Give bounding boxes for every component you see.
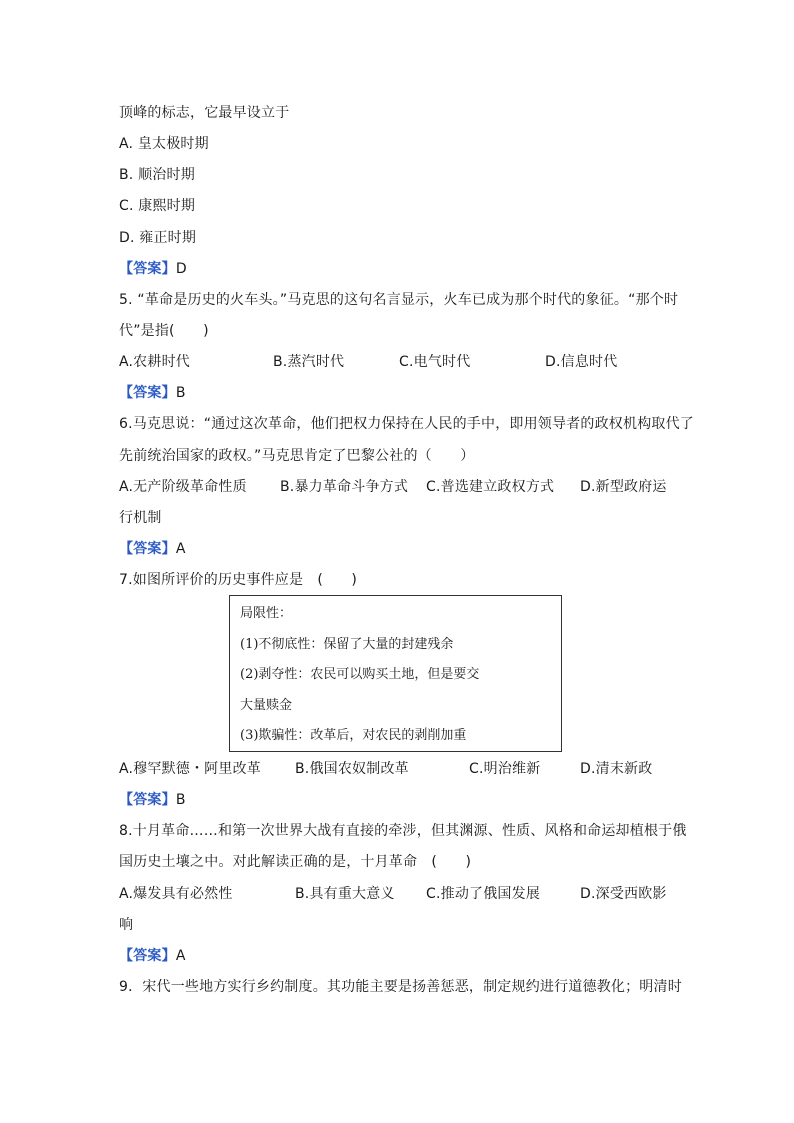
q5-option-b: B.蒸汽时代 [273, 354, 345, 370]
q8-option-b: B.具有重大意义 [295, 886, 395, 902]
q5-option-c: C.电气时代 [399, 354, 471, 370]
figure-line: 大量赎金 [240, 698, 293, 713]
q8-stem-line1: 8.十月革命……和第一次世界大战有直接的牵涉，但其渊源、性质、风格和命运却植根于俄 [119, 823, 687, 839]
q5-stem-line1: 5. “革命是历史的火车头。”马克思的这句名言显示，火车已成为那个时代的象征。“那个时 [119, 292, 679, 308]
q8-option-a: A.爆发具有必然性 [119, 886, 233, 902]
answer-label: 【答案】 [119, 792, 176, 808]
q5-option-a: A.农耕时代 [119, 354, 190, 370]
q7-answer [119, 791, 676, 809]
q7-stem: 7.如图所评价的历史事件应是 ( ) [119, 572, 358, 588]
q6-stem-line1: 6.马克思说：“通过这次革命，他们把权力保持在人民的手中，即用领导者的政权机构取代了 [119, 416, 695, 432]
figure-line: (3)欺骗性：改革后，对农民的剥削加重 [240, 728, 467, 743]
q6-stem-line2: 先前统治国家的政权。”马克思肯定了巴黎公社的（ ） [119, 448, 475, 464]
q5-option-d: D.信息时代 [545, 354, 618, 370]
q8-option-d: D.深受西欧影 [580, 886, 667, 902]
figure-line: (2)剥夺性：农民可以购买土地，但是要交 [240, 667, 480, 682]
q8-answer [119, 947, 676, 965]
q6-option-a: A.无产阶级革命性质 [119, 479, 247, 495]
q7-option-a: A.穆罕默德・阿里改革 [119, 761, 261, 777]
q7-option-d: D.清末新政 [580, 761, 653, 777]
q8-stem-line2: 国历史土壤之中。对此解读正确的是，十月革命 ( ) [119, 854, 472, 870]
answer-label: 【答案】 [119, 261, 176, 277]
q9-stem-line1: 9．宋代一些地方实行乡约制度。其功能主要是扬善惩恶，制定规约进行道德教化；明清时 [119, 979, 682, 995]
q4-option-c: C. 康熙时期 [119, 198, 196, 214]
answer-label: 【答案】 [119, 541, 176, 557]
q4-answer [119, 260, 676, 278]
answer-label: 【答案】 [119, 385, 176, 401]
q4-option-d: D. 雍正时期 [119, 230, 197, 246]
answer-value: B [175, 385, 186, 401]
q7-option-c: C.明治维新 [469, 761, 541, 777]
answer-label: 【答案】 [119, 948, 176, 964]
figure-line: (1)不彻底性：保留了大量的封建残余 [240, 637, 454, 652]
figure-line: 局限性： [240, 606, 293, 621]
answer-value: B [175, 792, 186, 808]
q4-option-b: B. 顺治时期 [119, 167, 195, 183]
q4-option-a: A. 皇太极时期 [119, 136, 209, 152]
q7-figure-box [229, 595, 562, 752]
q6-option-b: B.暴力革命斗争方式 [280, 479, 409, 495]
answer-value: A [175, 948, 186, 964]
q5-answer [119, 384, 676, 402]
q8-options-continuation: 响 [119, 917, 134, 933]
q6-options-continuation: 行机制 [119, 510, 162, 526]
q6-answer [119, 540, 676, 558]
q4-stem-continuation: 顶峰的标志，它最早设立于 [119, 105, 290, 121]
q5-stem-line2: 代”是指( ) [119, 323, 209, 339]
q6-option-d: D.新型政府运 [580, 479, 667, 495]
q6-option-c: C.普选建立政权方式 [426, 479, 555, 495]
answer-value: D [175, 261, 187, 277]
q8-option-c: C.推动了俄国发展 [426, 886, 541, 902]
q7-option-b: B.俄国农奴制改革 [295, 761, 409, 777]
answer-value: A [175, 541, 186, 557]
